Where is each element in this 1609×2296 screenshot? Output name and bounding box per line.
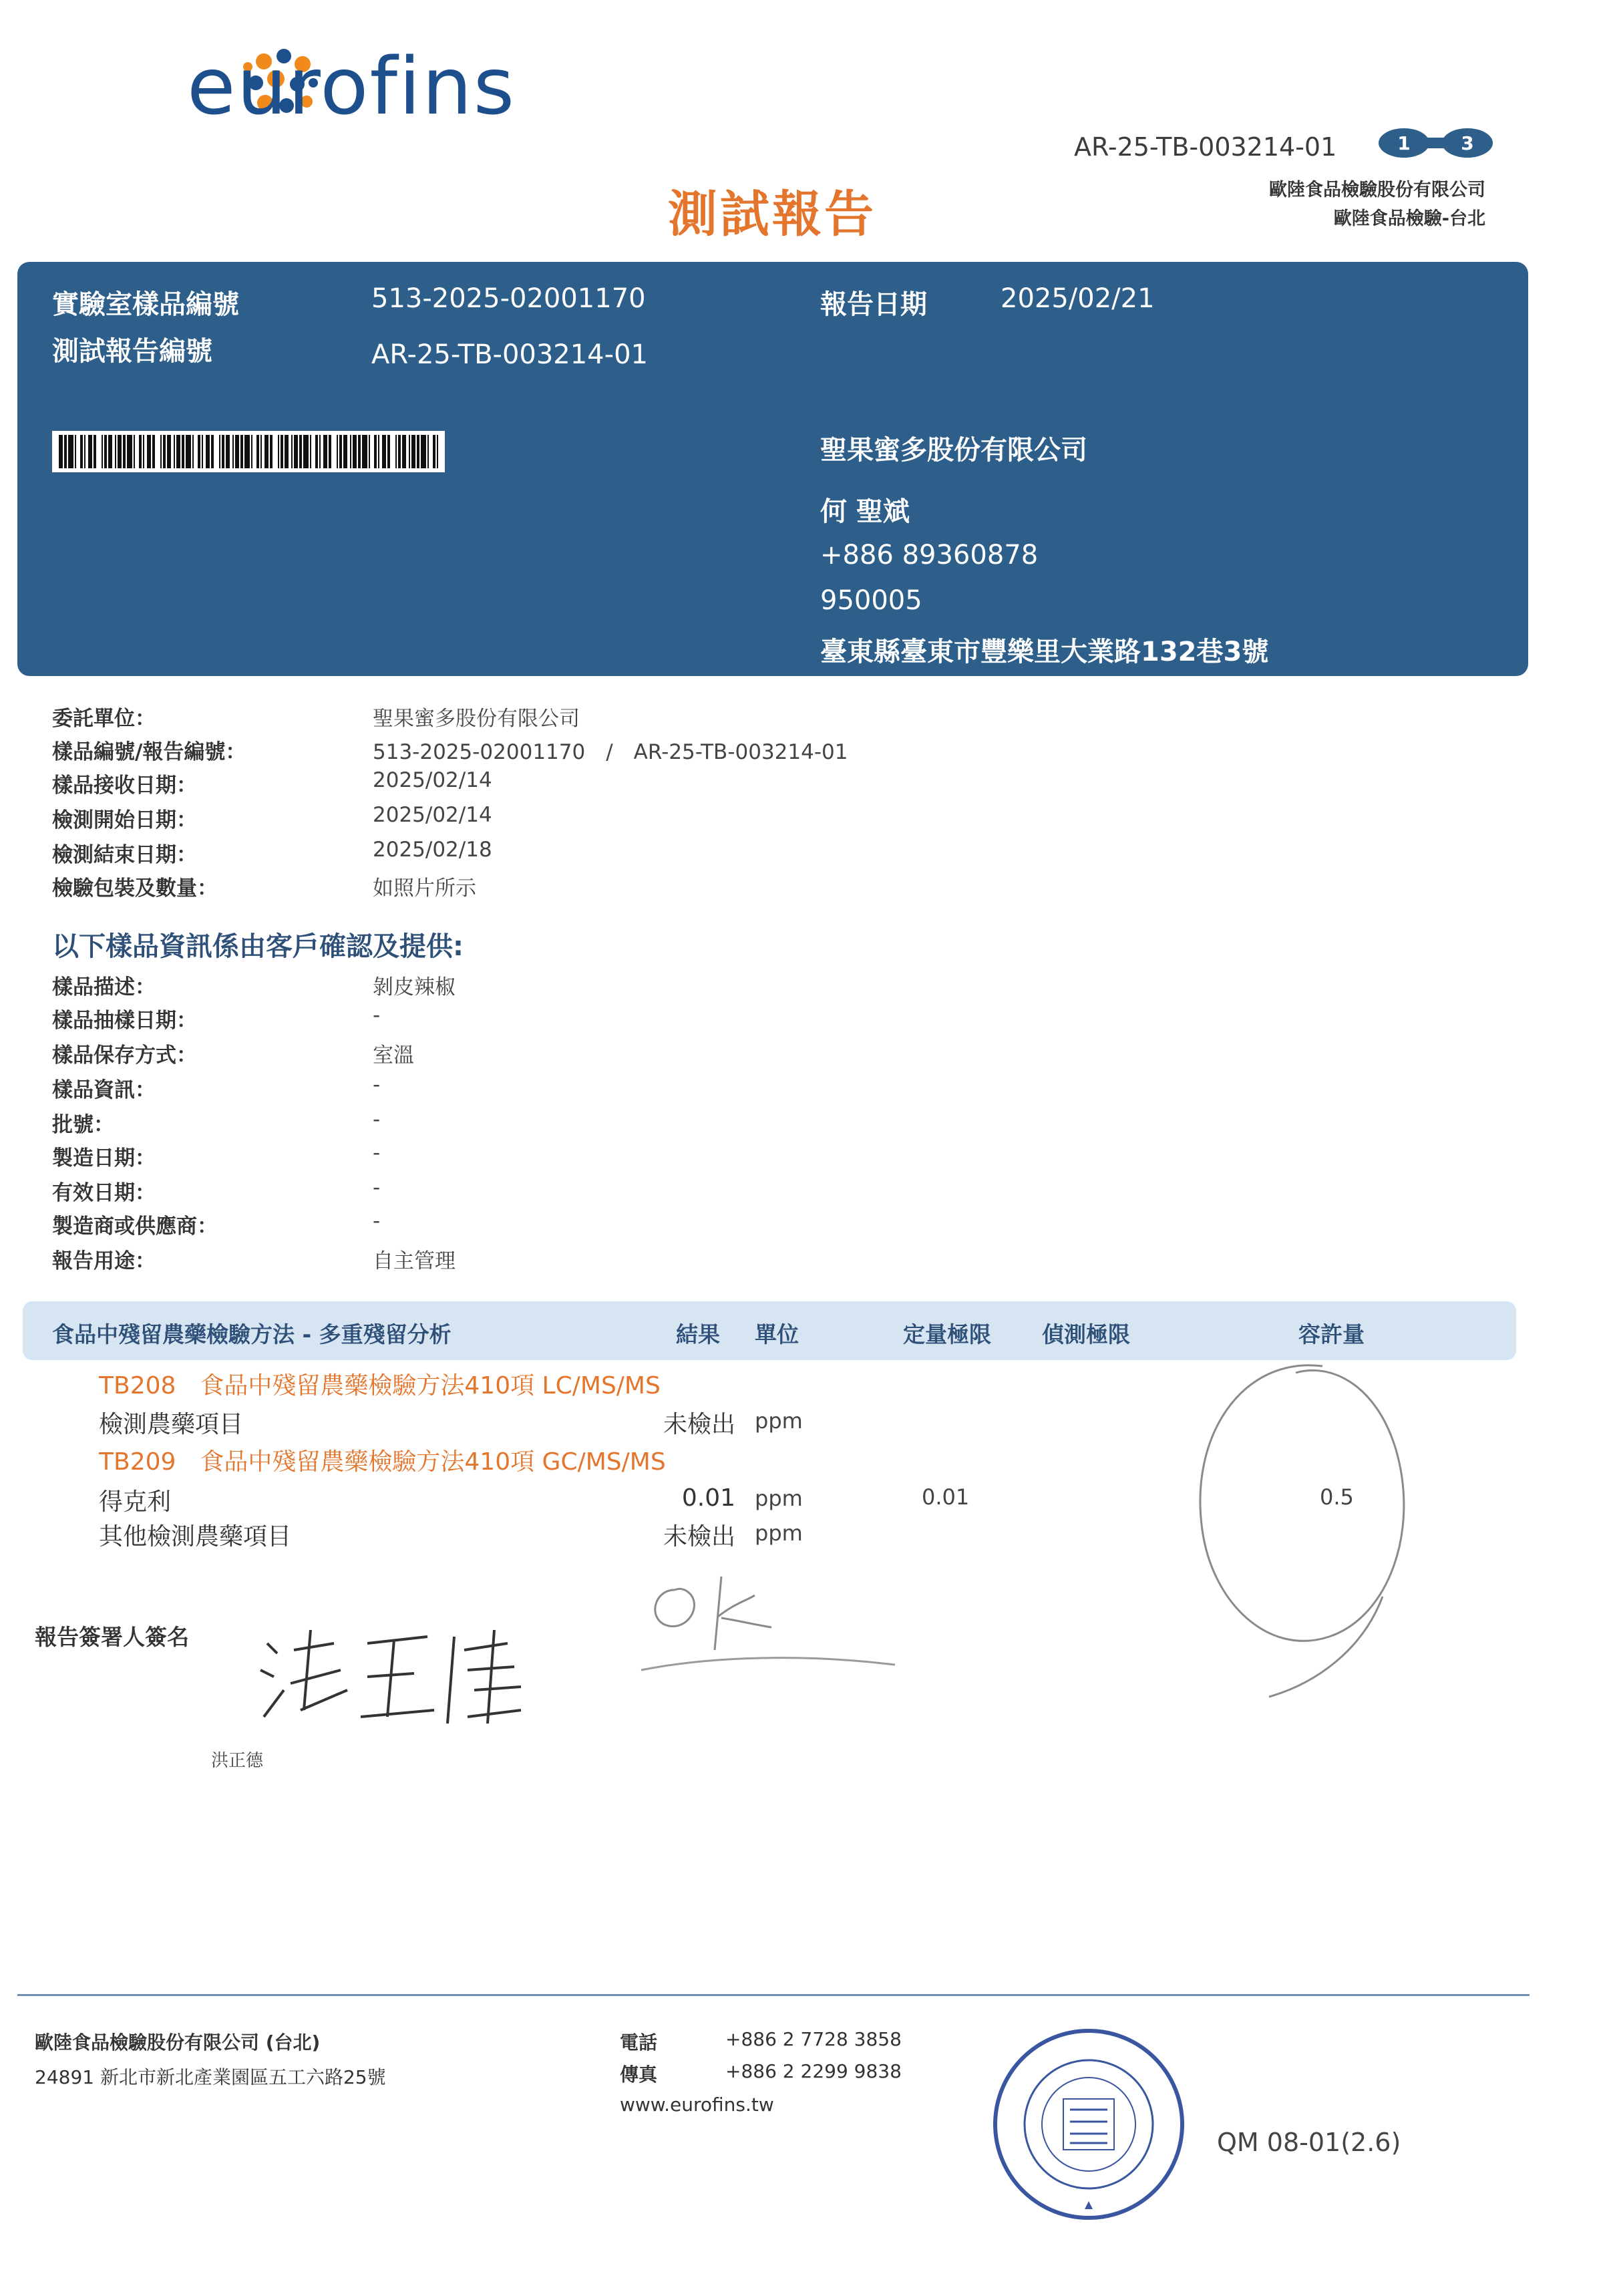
info-label: 報告用途：: [52, 1249, 156, 1273]
signature-label: 報告簽署人簽名: [35, 1624, 189, 1650]
result-item: 得克利: [99, 1488, 172, 1516]
detail-value: 2025/02/14: [373, 768, 492, 792]
result-item: 其他檢測農藥項目: [99, 1523, 292, 1550]
info-value: 自主管理: [373, 1249, 456, 1273]
info-value: -: [373, 1209, 381, 1233]
detail-value: 如照片所示: [373, 876, 476, 900]
footer-tel-value: +886 2 7728 3858: [725, 2028, 902, 2050]
signatory-name: 洪正德: [211, 1751, 264, 1771]
brand-wordmark: eurofins: [187, 40, 516, 132]
result-item: 檢測農藥項目: [99, 1411, 244, 1438]
info-label: 樣品抽樣日期：: [52, 1009, 197, 1033]
report-number-value: AR-25-TB-003214-01: [371, 339, 648, 370]
lab-branch-name: 歐陸食品檢驗-台北: [1333, 208, 1485, 229]
results-tolerance-header: 容許量: [1298, 1321, 1365, 1347]
detail-value: 2025/02/18: [373, 838, 492, 862]
info-label: 樣品描述：: [52, 975, 156, 999]
results-loq-header: 定量極限: [903, 1321, 991, 1347]
info-label: 樣品資訊：: [52, 1078, 156, 1102]
company-seal-icon: [989, 2024, 1189, 2225]
footer-divider: [17, 1994, 1530, 1996]
handwritten-signature-icon: [254, 1617, 534, 1737]
results-method-header: 食品中殘留農藥檢驗方法 - 多重殘留分析: [52, 1321, 452, 1347]
lab-company-name: 歐陸食品檢驗股份有限公司: [1269, 180, 1485, 200]
client-phone: +886 89360878: [820, 540, 1039, 570]
client-company: 聖果蜜多股份有限公司: [820, 435, 1087, 466]
detail-label: 檢驗包裝及數量：: [52, 876, 218, 900]
footer-tel-label: 電話: [620, 2031, 658, 2054]
page-total: 3: [1461, 132, 1474, 154]
result-unit: ppm: [755, 1486, 803, 1511]
form-code: QM 08-01(2.6): [1217, 2128, 1401, 2157]
results-result-header: 結果: [676, 1321, 720, 1347]
result-value: 未檢出: [663, 1411, 735, 1438]
detail-value: 2025/02/14: [373, 803, 492, 827]
results-lod-header: 偵測極限: [1042, 1321, 1130, 1347]
footer-address: 24891 新北市新北產業園區五工六路25號: [35, 2066, 386, 2088]
results-unit-header: 單位: [755, 1321, 799, 1347]
result-loq: 0.01: [922, 1484, 970, 1510]
info-value: -: [373, 1176, 381, 1200]
result-unit: ppm: [755, 1520, 803, 1546]
info-label: 有效日期：: [52, 1181, 156, 1205]
method-title: TB209 食品中殘留農藥檢驗方法410項 GC/MS/MS: [99, 1448, 666, 1476]
report-date-value: 2025/02/21: [1001, 283, 1155, 314]
info-label: 批號：: [52, 1113, 114, 1137]
result-value: 未檢出: [663, 1523, 735, 1550]
detail-label: 樣品接收日期：: [52, 774, 197, 798]
client-address: 臺東縣臺東市豐樂里大業路132巷3號: [820, 637, 1269, 667]
page-current: 1: [1397, 132, 1411, 154]
report-date-label: 報告日期: [820, 289, 927, 320]
info-value: 室溫: [373, 1043, 414, 1068]
client-postcode: 950005: [820, 585, 922, 616]
info-value: -: [373, 1003, 381, 1027]
result-value: 0.01: [681, 1484, 735, 1512]
detail-value: 513-2025-02001170 / AR-25-TB-003214-01: [373, 740, 848, 764]
info-value: -: [373, 1073, 381, 1097]
sample-info-heading: 以下樣品資訊係由客戶確認及提供:: [52, 931, 464, 962]
footer-fax-value: +886 2 2299 9838: [725, 2060, 902, 2082]
info-label: 製造日期：: [52, 1146, 156, 1170]
result-tolerance: 0.5: [1320, 1484, 1354, 1510]
result-unit: ppm: [755, 1408, 803, 1434]
handwritten-ok-icon: [628, 1563, 908, 1697]
detail-label: 檢測開始日期：: [52, 808, 197, 832]
footer-website: www.eurofins.tw: [620, 2094, 774, 2116]
lab-sample-label: 實驗室樣品編號: [52, 289, 239, 320]
page-indicator-icon: [1377, 126, 1494, 160]
detail-label: 樣品編號/報告編號：: [52, 740, 246, 764]
barcode-icon: [52, 431, 445, 472]
report-number-label: 測試報告編號: [52, 336, 212, 367]
handwritten-circle-icon: [1162, 1356, 1429, 1703]
detail-label: 檢測結束日期：: [52, 843, 197, 867]
client-contact: 何 聖斌: [820, 496, 910, 527]
info-value: -: [373, 1141, 381, 1165]
footer-fax-label: 傳真: [620, 2064, 658, 2086]
lab-sample-value: 513-2025-02001170: [371, 283, 646, 314]
report-number-top: AR-25-TB-003214-01: [1074, 132, 1337, 162]
info-label: 樣品保存方式：: [52, 1043, 197, 1068]
info-label: 製造商或供應商：: [52, 1214, 218, 1239]
detail-label: 委託單位：: [52, 707, 156, 731]
detail-value: 聖果蜜多股份有限公司: [373, 707, 580, 731]
page-title: 測試報告: [668, 186, 876, 243]
method-title: TB208 食品中殘留農藥檢驗方法410項 LC/MS/MS: [99, 1372, 661, 1400]
info-value: 剝皮辣椒: [373, 975, 456, 999]
footer-company: 歐陸食品檢驗股份有限公司 (台北): [35, 2031, 321, 2054]
info-value: -: [373, 1108, 381, 1132]
